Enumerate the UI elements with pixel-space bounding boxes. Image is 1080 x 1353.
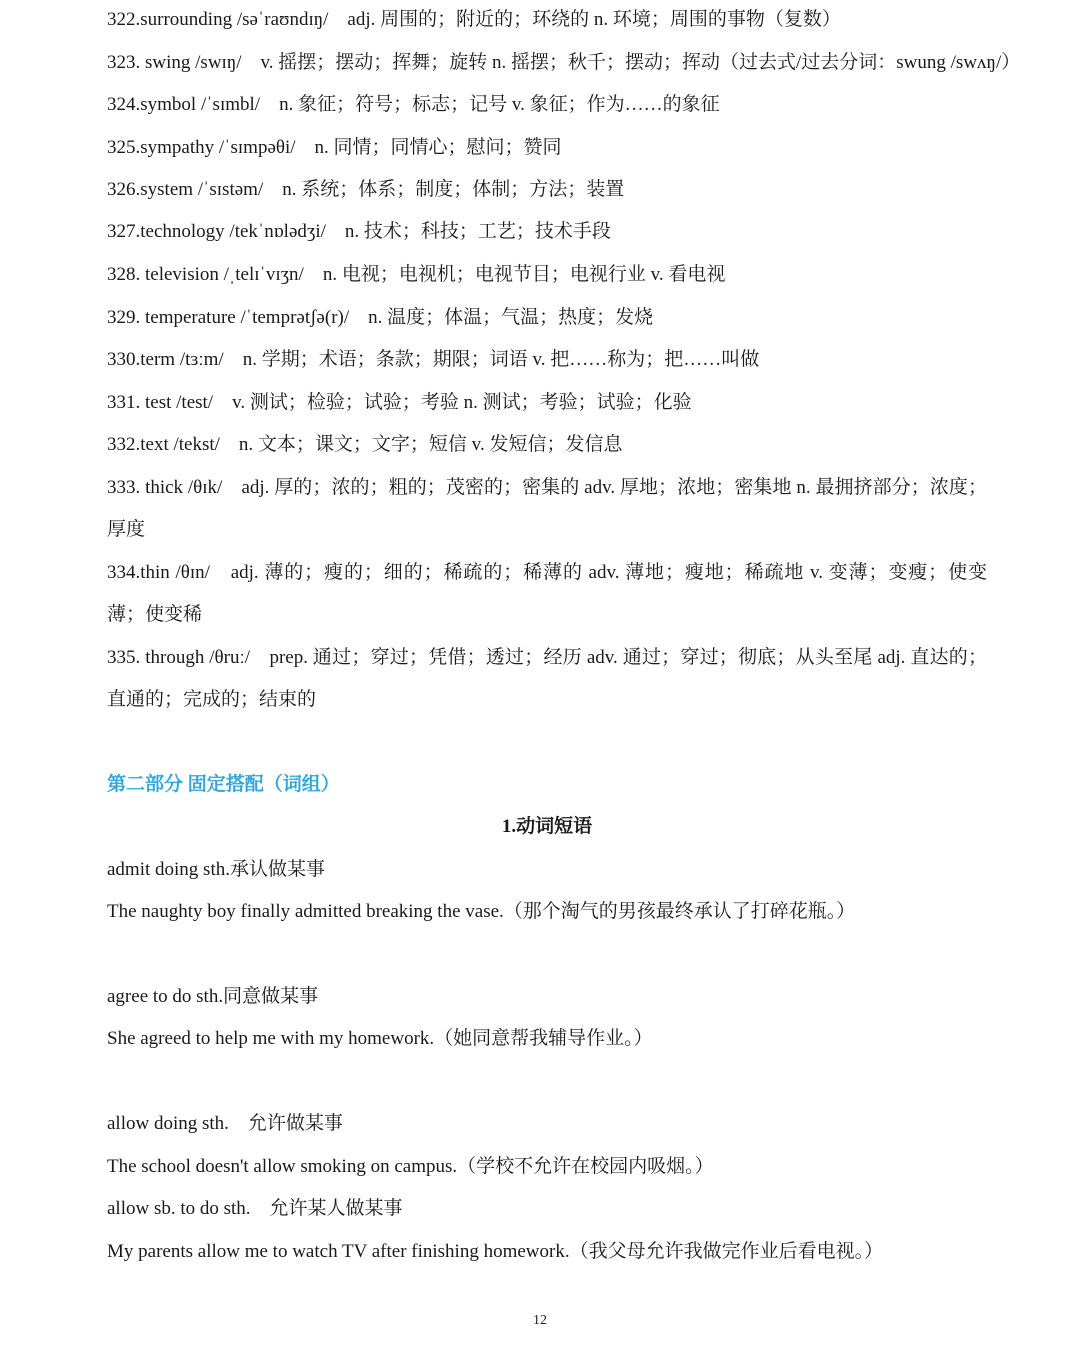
vocab-entry-324: 324.symbol /ˈsɪmbl/ n. 象征；符号；标志；记号 v. 象征；作为……的象征: [107, 94, 720, 115]
example-allow-sb: My parents allow me to watch TV after finishing homework.（我父母允许我做完作业后看电视。）: [107, 1241, 884, 1262]
vocab-entry-334: 334.thin /θɪn/ adj. 薄的；瘦的；细的；稀疏的；稀薄的 adv. 薄地；瘦地；稀疏地 v. 变薄；变瘦；使变: [107, 562, 987, 583]
vocab-entry-326: 326.system /ˈsɪstəm/ n. 系统；体系；制度；体制；方法；装置: [107, 179, 625, 200]
vocab-entry-335-continued: 直通的；完成的；结束的: [107, 689, 317, 710]
page-number: 12: [533, 1313, 547, 1328]
vocab-entry-323: 323. swing /swɪŋ/ v. 摇摆；摆动；挥舞；旋转 n. 摇摆；秋千；摆动；挥动（过去式/过去分词：swung /swʌŋ/）: [107, 52, 1021, 73]
example-allow-doing: The school doesn't allow smoking on campus.（学校不允许在校园内吸烟。）: [107, 1156, 714, 1177]
phrase-agree: agree to do sth.同意做某事: [107, 986, 319, 1007]
vocab-entry-333: 333. thick /θɪk/ adj. 厚的；浓的；粗的；茂密的；密集的 adv. 厚地；浓地；密集地 n. 最拥挤部分；浓度；: [107, 477, 987, 498]
vocab-entry-334-continued: 薄；使变稀: [107, 604, 203, 625]
vocab-entry-325: 325.sympathy /ˈsɪmpəθi/ n. 同情；同情心；慰问；赞同: [107, 137, 562, 158]
vocab-entry-328: 328. television /ˌtelɪˈvɪʒn/ n. 电视；电视机；电视节目；电视行业 v. 看电视: [107, 264, 726, 285]
example-agree: She agreed to help me with my homework.（她同意帮我辅导作业。）: [107, 1028, 653, 1049]
vocab-entry-335: 335. through /θruː/ prep. 通过；穿过；凭借；透过；经历 adv. 通过；穿过；彻底；从头至尾 adj. 直达的；: [107, 647, 987, 668]
vocab-entry-333-continued: 厚度: [107, 519, 146, 540]
vocab-entry-322: 322.surrounding /səˈraʊndɪŋ/ adj. 周围的；附近的；环绕的 n. 环境；周围的事物（复数）: [107, 9, 841, 30]
vocab-entry-332: 332.text /tekst/ n. 文本；课文；文字；短信 v. 发短信；发信息: [107, 434, 623, 455]
phrase-allow-sb: allow sb. to do sth. 允许某人做某事: [107, 1198, 403, 1219]
phrase-allow-doing: allow doing sth. 允许做某事: [107, 1113, 343, 1134]
vocab-entry-330: 330.term /tɜːm/ n. 学期；术语；条款；期限；词语 v. 把……称为；把……叫做: [107, 349, 760, 370]
vocab-entry-331: 331. test /test/ v. 测试；检验；试验；考验 n. 测试；考验；试验；化验: [107, 392, 692, 413]
vocab-entry-327: 327.technology /tekˈnɒlədʒi/ n. 技术；科技；工艺；技术手段: [107, 221, 611, 242]
vocab-entry-329: 329. temperature /ˈtemprətʃə(r)/ n. 温度；体温；气温；热度；发烧: [107, 307, 654, 328]
section-title: 第二部分 固定搭配（词组）: [107, 774, 340, 795]
phrase-admit: admit doing sth.承认做某事: [107, 859, 325, 880]
subheading: 1.动词短语: [501, 816, 593, 837]
example-admit: The naughty boy finally admitted breaking the vase.（那个淘气的男孩最终承认了打碎花瓶。）: [107, 901, 856, 922]
